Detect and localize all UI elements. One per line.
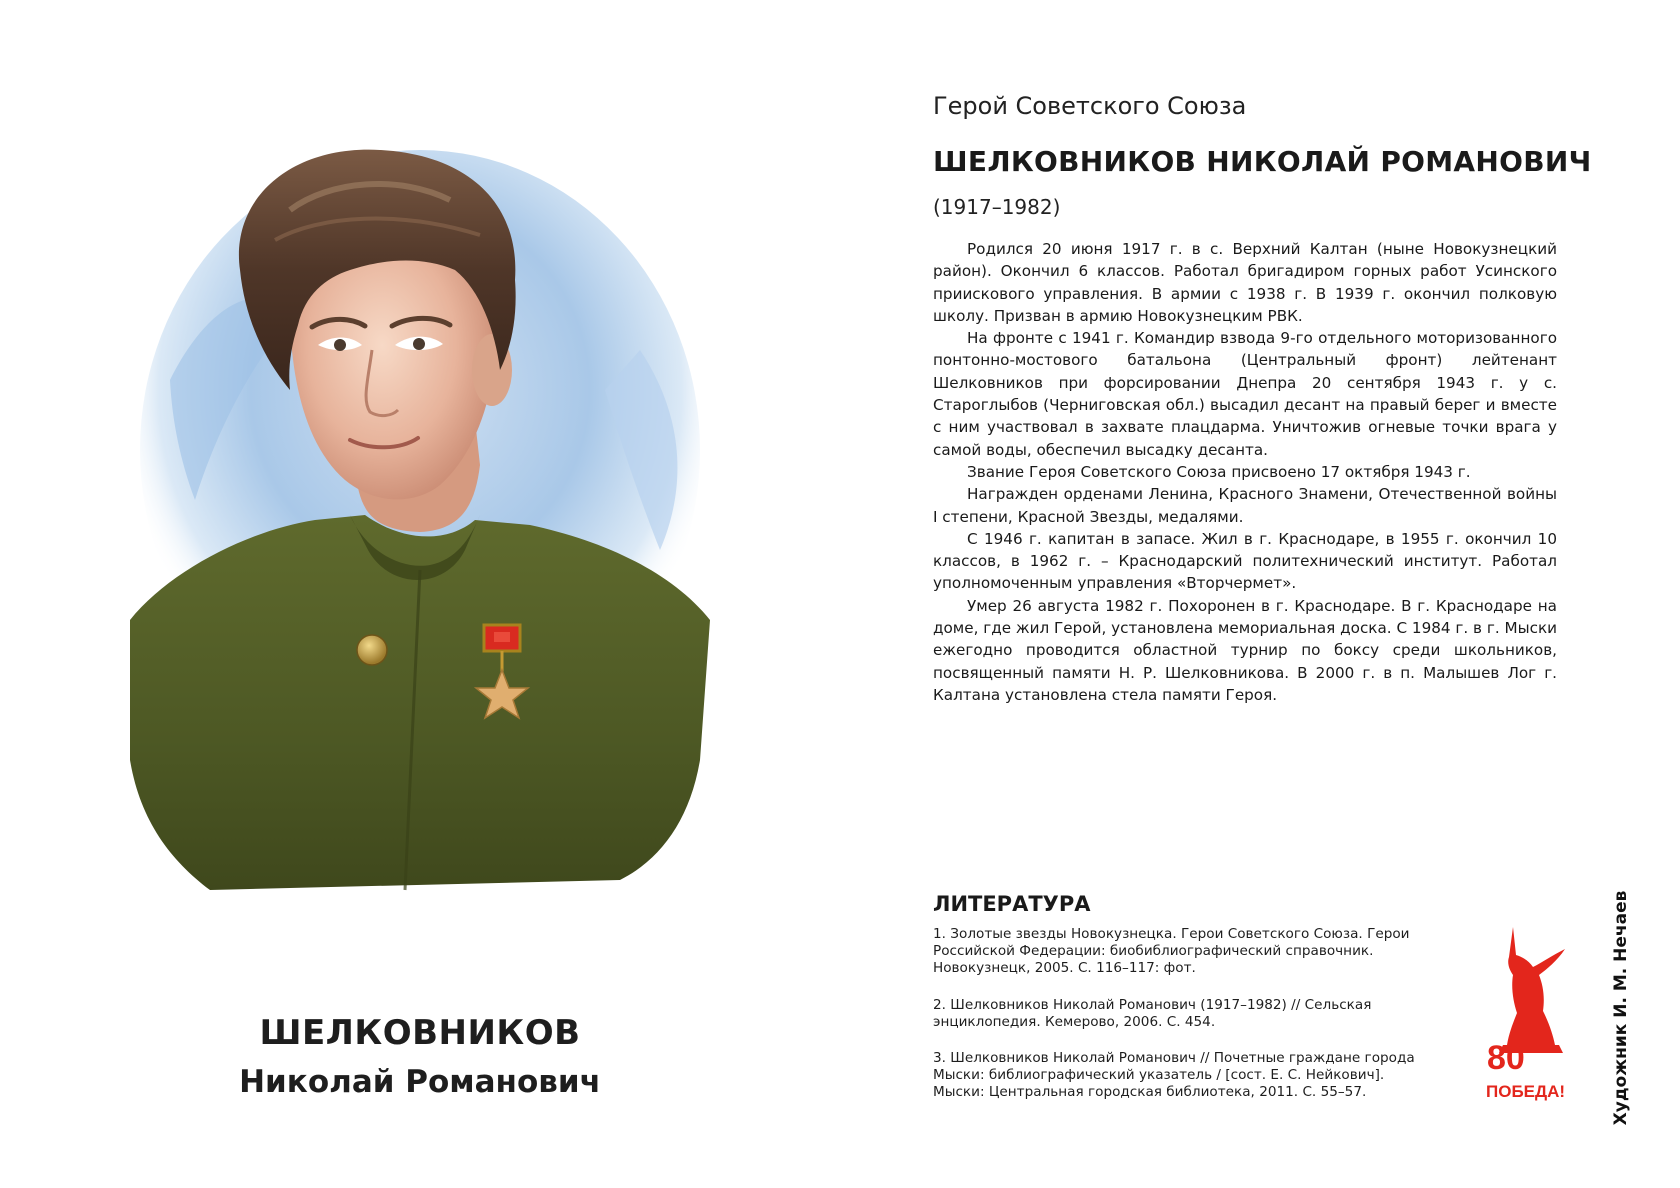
biography (933, 238, 1557, 706)
literature-item: 1. Золотые звезды Новокузнецка. Герои Советского Союза. Герои Российской Федерации: биобиблиографический справочник. Новокузнецк, 2005. С. 116–117: фот. (933, 926, 1410, 977)
bio-paragraph: Звание Героя Советского Союза присвоено 17 октября 1943 г. (967, 462, 1471, 481)
artist-credit: Художник И. М. Нечаев (1611, 890, 1631, 1126)
page-title: ШЕЛКОВНИКОВ НИКОЛАЙ РОМАНОВИЧ (933, 145, 1592, 178)
bio-paragraph: Родился 20 июня 1917 г. в с. Верхний Калтан (ныне Новокузнецкий район). Окончил 6 классов. Работал бригадиром горных работ Усинского приискового управления. В армии с 1938 г. В 1939 г. окончил полковую школу. Призван в армию Новокузнецким РВК. (933, 240, 1557, 325)
life-years: (1917–1982) (933, 195, 1061, 219)
caption-surname: ШЕЛКОВНИКОВ (259, 1013, 581, 1053)
kicker-hero-title: Герой Советского Союза (933, 92, 1247, 120)
portrait-painting (100, 120, 740, 920)
literature-item: 3. Шелковников Николай Романович // Почетные граждане города Мыски: библиографический указатель / [сост. Е. С. Нейкович]. Мыски: Центральная городская библиотека, 2011. С. 55–57. (933, 1050, 1415, 1101)
bio-paragraph: Награжден орденами Ленина, Красного Знамени, Отечественной войны I степени, Красной Звезды, медалями. (933, 485, 1557, 526)
bio-paragraph: Умер 26 августа 1982 г. Похоронен в г. Краснодаре. В г. Краснодаре на доме, где жил Герой, установлена мемориальная доска. С 1984 г. в г. Мыски ежегодно проводится областной турнир по боксу среди школьников, посвященный памяти Н. Р. Шелковникова. В 2000 г. в п. Малышев Лог г. Калтана установлена стела памяти Героя. (933, 596, 1557, 704)
portrait-illustration (100, 120, 740, 920)
literature-heading: ЛИТЕРАТУРА (933, 892, 1091, 916)
literature-list (933, 926, 1433, 1121)
logo-number: 80 (1487, 1039, 1525, 1077)
caption-first-names: Николай Романович (239, 1064, 601, 1100)
bio-paragraph: С 1946 г. капитан в запасе. Жил в г. Краснодаре, в 1955 г. окончил 10 классов, в 1962 г. – Краснодарский политехнический институт. Работал уполномоченным управления «Вторчермет». (933, 529, 1557, 593)
bio-paragraph: На фронте с 1941 г. Командир взвода 9-го отдельного моторизованного понтонно-мостового батальона (Центральный фронт) лейтенант Шелковников при форсировании Днепра 20 сентября 1943 г. у с. Староглыбов (Черниговская обл.) высадил десант на правый берег и вместе с ним участвовал в захвате плацдарма. Уничтожив огневые точки врага у самой воды, обеспечил высадку десанта. (933, 329, 1557, 459)
victory-80-logo (1483, 925, 1578, 1105)
literature-item: 2. Шелковников Николай Романович (1917–1982) // Сельская энциклопедия. Кемерово, 2006. С. 454. (933, 996, 1372, 1030)
logo-word: ПОБЕДА! (1486, 1082, 1566, 1101)
